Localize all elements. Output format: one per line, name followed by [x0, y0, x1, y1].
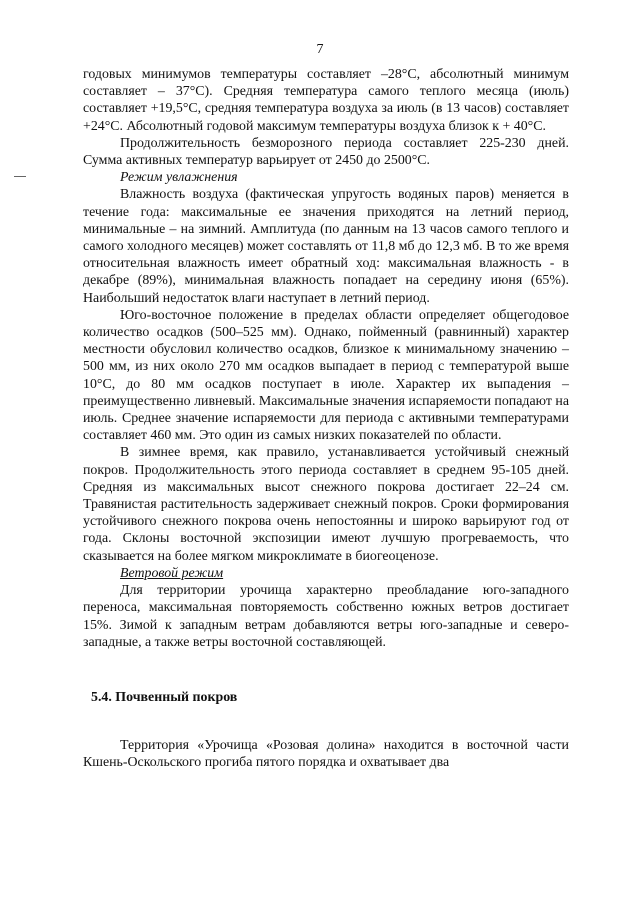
paragraph-temperature-extremes: годовых минимумов температуры составляет –28°С, абсолютный минимум составляет – 37°С). Средняя температура самого теплого месяца (июль) составляет +19,5°С, средняя температура воздуха за июль (в 13 часов) составляет +24°С. Абсолютный годовой максимум температуры воздуха близок к + 40°С. — [83, 67, 569, 134]
section-heading-soil-cover: 5.4. Почвенный покров — [91, 689, 238, 705]
page-number: 7 — [316, 42, 324, 57]
paragraph-frost-free-period: Продолжительность безморозного периода составляет 225-230 дней. Сумма активных температур варьирует от 2450 до 2500°С. — [83, 135, 569, 169]
paragraph-air-humidity: Влажность воздуха (фактическая упругость водяных паров) меняется в течение года: максимальные ее значения приходятся на летний период, минимальные – на зимний. Амплитуда (по данным на 13 часов самого теплого и самого холодного месяцев) может составлять от 11,8 мб до 12,3 мб. В то же время относительная влажность имеет обратный ход: максимальная влажность - в декабре (89%), минимальная влажность попадает на середину июня (65%). Наибольший недостаток влаги наступает в летний период. — [83, 187, 570, 306]
paragraph-snow-cover: В зимнее время, как правило, устанавливается устойчивый снежный покров. Продолжительность этого периода составляет в среднем 95-105 дней. Средняя из максимальных высот снежного покрова достигает 22–24 см. Травянистая растительность задерживает снежный покров. Сроки формирования устойчивого снежного покрова очень непостоянны и широко варьируют год от года. Склоны восточной экспозиции имеют лучшую прогреваемость, что сказывается на более мягком микроклимате в биогеоценозе. — [83, 445, 569, 564]
margin-mark — [14, 176, 26, 177]
subheading-moisture-regime — [83, 169, 569, 186]
body-text — [83, 66, 569, 772]
subheading-wind-regime — [83, 565, 569, 582]
paragraph-precipitation: Юго-восточное положение в пределах области определяет общегодовое количество осадков (500–525 мм). Однако, пойменный (равнинный) характер местности обусловил количество осадков, близкое к минимальному значению – 500 мм, из них около 270 мм осадков выпадает в период с температурой выше 10°С, до 80 мм осадков поступает в июле. Характер их выпадения – преимущественно ливневый. Максимальные значения испаряемости попадают на июль. Среднее значение испаряемости для периода с активными температурами составляет 460 мм. Это один из самых низких показателей по области. — [83, 307, 569, 444]
paragraph-territory: Территория «Урочища «Розовая долина» находится в восточной части Кшень-Оскольского прогиба пятого порядка и охватывает два — [83, 738, 569, 771]
subheading-moisture-regime-text: Режим увлажнения — [120, 170, 238, 186]
subheading-wind-regime-text: Ветровой режим — [120, 565, 224, 581]
paragraph-winds: Для территории урочища характерно преобладание юго-западного переноса, максимальная повторяемость собственно южных ветров достигает 15%. Зимой к западным ветрам добавляются ветры юго-западные и северо-западные, а также ветры восточной составляющей. — [83, 583, 569, 650]
